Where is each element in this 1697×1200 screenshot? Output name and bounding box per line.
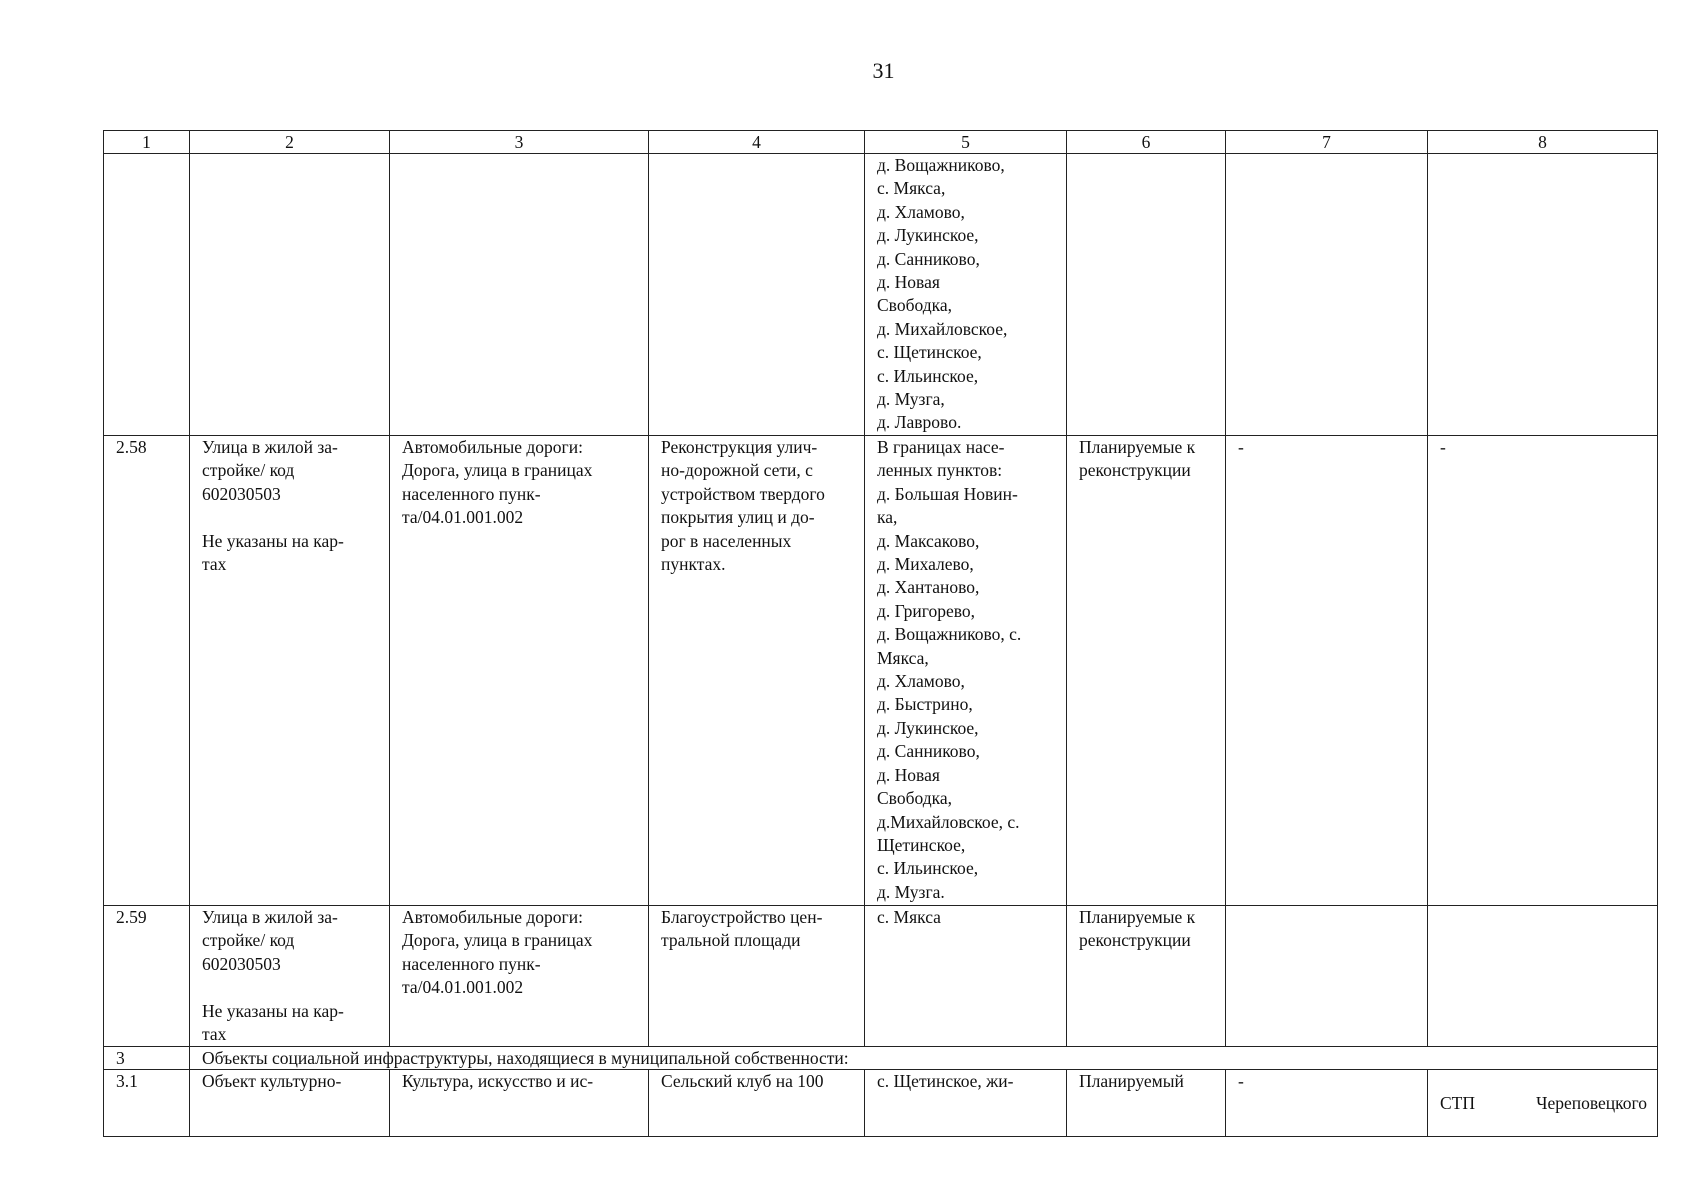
section-row-3 [104,1047,1658,1070]
status-cell: Планируемый [1067,1070,1226,1137]
object-type-cell: Улица в жилой за- стройке/ код 602030503 Не указаны на кар- тах [190,436,390,906]
row-number: 2.58 [104,436,190,906]
description-cell: Сельский клуб на 100 [649,1070,865,1137]
settlements-cell: д. Вощажниково, с. Мякса, д. Хламово, д. Лукинское, д. Санниково, д. Новая Свободка, д. Михайловское, с. Щетинское, с. Ильинское, д. Музга, д. Лаврово. [865,154,1067,436]
continuation-row [104,154,1658,436]
col8-cell [1428,1070,1658,1137]
section-title: Объекты социальной инфраструктуры, находящиеся в муниципальной собственности: [190,1047,1658,1070]
description-cell: Благоустройство цен- тральной площади [649,906,865,1047]
col8-cell: - [1428,436,1658,906]
table-cell [1428,154,1658,436]
col8-left-text: СТП [1440,1093,1475,1114]
section-number: 3 [104,1047,190,1070]
header-cell-3: 3 [390,131,649,154]
col7-cell: - [1226,436,1428,906]
object-type-cell: Улица в жилой за- стройке/ код 602030503 Не указаны на кар- тах [190,906,390,1047]
page-number: 31 [872,58,895,83]
category-cell: Автомобильные дороги: Дорога, улица в границах населенного пунк- та/04.01.001.002 [390,436,649,906]
category-cell: Культура, искусство и ис- [390,1070,649,1137]
header-row [104,131,1658,154]
header-cell-1: 1 [104,131,190,154]
header-cell-7: 7 [1226,131,1428,154]
row-number: 3.1 [104,1070,190,1137]
description-cell: Реконструкция улич- но-дорожной сети, с устройством твердого покрытия улиц и до- рог в населенных пунктах. [649,436,865,906]
col8-split [1440,1092,1647,1114]
table-row-2-59 [104,906,1658,1047]
col7-cell: - [1226,1070,1428,1137]
table-row-2-58 [104,436,1658,906]
header-cell-8: 8 [1428,131,1658,154]
table-cell [649,154,865,436]
infrastructure-table [103,130,1658,1137]
header-cell-4: 4 [649,131,865,154]
settlements-cell: с. Мякса [865,906,1067,1047]
col8-right-text: Череповецкого [1536,1093,1647,1114]
table-cell [104,154,190,436]
status-cell: Планируемые к реконструкции [1067,436,1226,906]
table-row-3-1 [104,1070,1658,1137]
table-cell [1226,154,1428,436]
row-number: 2.59 [104,906,190,1047]
table-cell [390,154,649,436]
category-cell: Автомобильные дороги: Дорога, улица в границах населенного пунк- та/04.01.001.002 [390,906,649,1047]
header-cell-2: 2 [190,131,390,154]
header-cell-5: 5 [865,131,1067,154]
table-cell [190,154,390,436]
table-cell [1067,154,1226,436]
header-cell-6: 6 [1067,131,1226,154]
object-type-cell: Объект культурно- [190,1070,390,1137]
status-cell: Планируемые к реконструкции [1067,906,1226,1047]
col7-cell [1226,906,1428,1047]
settlements-cell: с. Щетинское, жи- [865,1070,1067,1137]
settlements-cell: В границах насе- ленных пунктов: д. Большая Новин- ка, д. Максаково, д. Михалево, д. Хантаново, д. Григорево, д. Вощажниково, с. Мякса, д. Хламово, д. Быстрино, д. Лукинское, д. Санниково, д. Новая Свободка, д.Михайловское, с. Щетинское, с. Ильинское, д. Музга. [865,436,1067,906]
col8-cell [1428,906,1658,1047]
